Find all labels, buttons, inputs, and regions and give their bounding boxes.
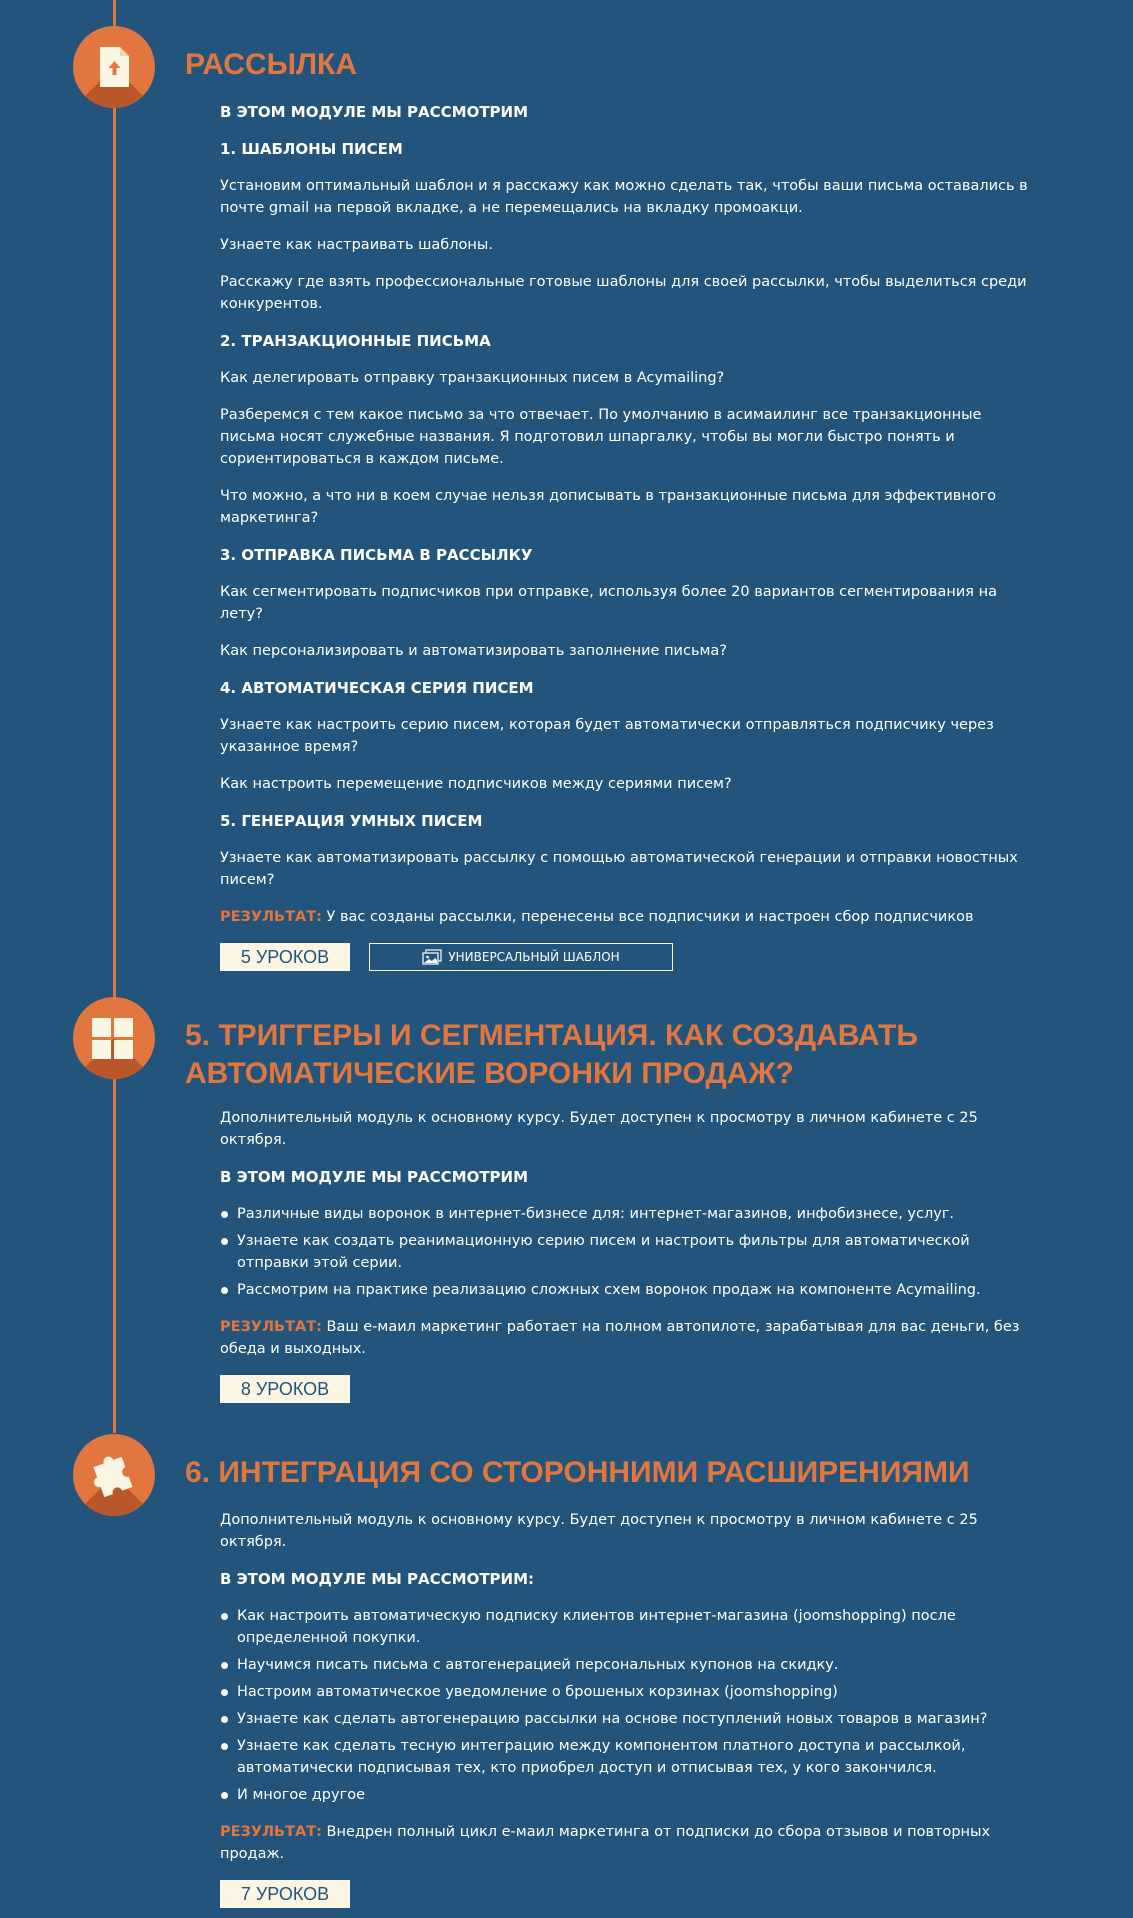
- module-body: [220, 1107, 1030, 1403]
- result-text: У вас созданы рассылки, перенесены все подписчики и настроен сбор подписчиков: [321, 909, 974, 925]
- subsection-heading: 4. АВТОМАТИЧЕСКАЯ СЕРИЯ ПИСЕМ: [220, 679, 534, 697]
- result-text: Внедрен полный цикл е-маил маркетинга от подписки до сбора отзывов и повторных продаж.: [220, 1824, 991, 1862]
- button-row: [220, 1880, 1030, 1908]
- list-item: Различные виды воронок в интернет-бизнесе для: интернет-магазинов, инфобизнесе, услуг.: [220, 1203, 1030, 1225]
- list-item: Настроим автоматическое уведомление о брошеных корзинах (joomshopping): [220, 1681, 1030, 1703]
- subsection-heading: 1. ШАБЛОНЫ ПИСЕМ: [220, 140, 403, 158]
- module-badge: [73, 1434, 155, 1516]
- module-title-line: АВТОМАТИЧЕСКИЕ ВОРОНКИ ПРОДАЖ?: [185, 1057, 794, 1090]
- paragraph: Разберемся с тем какое письмо за что отвечает. По умолчанию в асимаилинг все транзакционные письма носят служебные названия. Я подготовил шпаргалку, чтобы вы могли быстро понять и сориентироваться в каждом письме.: [220, 407, 982, 467]
- topic-list: [220, 1605, 1030, 1806]
- image-icon: [422, 949, 442, 965]
- intro-heading: В ЭТОМ МОДУЛЕ МЫ РАССМОТРИМ:: [220, 1570, 535, 1588]
- list-item: И многое другое: [220, 1784, 1030, 1806]
- paragraph: Узнаете как настраивать шаблоны.: [220, 237, 493, 253]
- paragraph: Как настроить перемещение подписчиков между сериями писем?: [220, 776, 732, 792]
- paragraph: Установим оптимальный шаблон и я расскажу как можно сделать так, чтобы ваши письма оставались в почте gmail на первой вкладке, а не перемещались на вкладку промоакци.: [220, 178, 1028, 216]
- grid-icon: [73, 997, 155, 1079]
- module-title: 6. ИНТЕГРАЦИЯ СО СТОРОННИМИ РАСШИРЕНИЯМИ: [185, 1456, 970, 1489]
- button-row: [220, 1375, 1030, 1403]
- subsection-heading: 2. ТРАНЗАКЦИОННЫЕ ПИСЬМА: [220, 332, 491, 350]
- list-item: Узнаете как сделать тесную интеграцию между компонентом платного доступа и рассылкой, автоматически подписывая тех, кто приобрел доступ и отписывая тех, у кого закончился.: [220, 1735, 1030, 1779]
- module-title: РАССЫЛКА: [185, 48, 358, 81]
- result: [220, 1316, 1030, 1360]
- list-item: Узнаете как создать реанимационную серию писем и настроить фильтры для автоматической отправки этой серии.: [220, 1230, 1030, 1274]
- result: [220, 906, 1030, 928]
- timeline-line: [113, 0, 116, 1433]
- module-title-line: 5. ТРИГГЕРЫ И СЕГМЕНТАЦИЯ. КАК СОЗДАВАТЬ: [185, 1019, 918, 1052]
- intro-heading: В ЭТОМ МОДУЛЕ МЫ РАССМОТРИМ: [220, 1168, 529, 1186]
- result-text: Ваш е-маил маркетинг работает на полном автопилоте, зарабатывая для вас деньги, без обеда и выходных.: [220, 1319, 1020, 1357]
- result-label: РЕЗУЛЬТАТ:: [220, 1824, 322, 1840]
- result-label: РЕЗУЛЬТАТ:: [220, 1319, 322, 1335]
- lessons-button[interactable]: 7 УРОКОВ: [220, 1880, 350, 1908]
- intro-heading: В ЭТОМ МОДУЛЕ МЫ РАССМОТРИМ: [220, 103, 529, 121]
- list-item: Рассмотрим на практике реализацию сложных схем воронок продаж на компоненте Acymailing.: [220, 1279, 1030, 1301]
- puzzle-icon: [73, 1434, 155, 1516]
- result: [220, 1821, 1030, 1865]
- paragraph: Как персонализировать и автоматизировать заполнение письма?: [220, 643, 728, 659]
- paragraph: Что можно, а что ни в коем случае нельзя дописывать в транзакционные письма для эффективного маркетинга?: [220, 488, 997, 526]
- lessons-button[interactable]: 8 УРОКОВ: [220, 1375, 350, 1403]
- paragraph: Узнаете как автоматизировать рассылку с помощью автоматической генерации и отправки новостных писем?: [220, 850, 1018, 888]
- module-title: [185, 1017, 918, 1093]
- module-body: [220, 101, 1030, 971]
- subsection-heading: 5. ГЕНЕРАЦИЯ УМНЫХ ПИСЕМ: [220, 812, 483, 830]
- module-badge: [73, 997, 155, 1079]
- universal-template-button[interactable]: [369, 943, 673, 971]
- module-note: Дополнительный модуль к основному курсу. Будет доступен к просмотру в личном кабинете с 25 октября.: [220, 1512, 978, 1550]
- paragraph: Как сегментировать подписчиков при отправке, используя более 20 вариантов сегментирования на лету?: [220, 584, 997, 622]
- template-button-label: УНИВЕРСАЛЬНЫЙ ШАБЛОН: [448, 950, 620, 964]
- module-badge: [73, 26, 155, 108]
- button-row: [220, 943, 1030, 971]
- list-item: Как настроить автоматическую подписку клиентов интернет-магазина (joomshopping) после определенной покупки.: [220, 1605, 1030, 1649]
- paragraph: Узнаете как настроить серию писем, которая будет автоматически отправляться подписчику через указанное время?: [220, 717, 994, 755]
- topic-list: [220, 1203, 1030, 1301]
- subsection-heading: 3. ОТПРАВКА ПИСЬМА В РАССЫЛКУ: [220, 546, 533, 564]
- file-upload-icon: [73, 26, 155, 108]
- paragraph: Расскажу где взять профессиональные готовые шаблоны для своей рассылки, чтобы выделиться среди конкурентов.: [220, 274, 1027, 312]
- list-item: Узнаете как сделать автогенерацию рассылки на основе поступлений новых товаров в магазин?: [220, 1708, 1030, 1730]
- module-note: Дополнительный модуль к основному курсу. Будет доступен к просмотру в личном кабинете с 25 октября.: [220, 1110, 978, 1148]
- module-body: [220, 1509, 1030, 1908]
- result-label: РЕЗУЛЬТАТ:: [220, 909, 322, 925]
- lessons-button[interactable]: 5 УРОКОВ: [220, 943, 350, 971]
- paragraph: Как делегировать отправку транзакционных писем в Acymailing?: [220, 370, 725, 386]
- list-item: Научимся писать письма с автогенерацией персональных купонов на скидку.: [220, 1654, 1030, 1676]
